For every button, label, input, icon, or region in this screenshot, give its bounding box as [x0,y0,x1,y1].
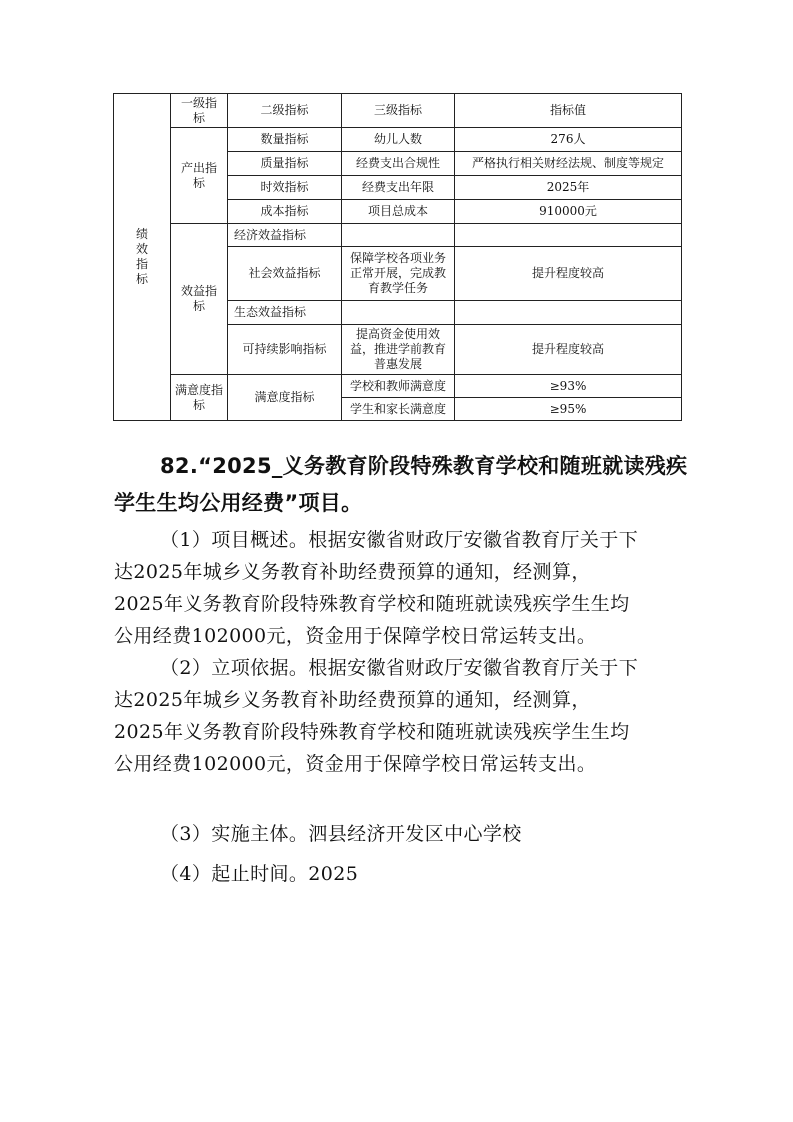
value-cell: 提升程度较高 [455,247,682,301]
paragraph-line: 公用经费102000元，资金用于保障学校日常运转支出。 [114,625,597,647]
paragraph-line: （3）实施主体。泗县经济开发区中心学校 [160,823,522,845]
table-row [114,224,682,247]
level1-cell: 效益指标 [171,224,228,375]
section-heading [114,448,694,522]
level3-cell: 学生和家长满意度 [342,398,455,421]
paragraph-line: 2025年义务教育阶段特殊教育学校和随班就读残疾学生生均 [114,721,630,743]
level2-cell: 时效指标 [228,176,342,200]
level2-cell: 满意度指标 [228,375,342,421]
table-header-row [114,94,682,128]
value-cell: 276人 [455,128,682,152]
level2-cell: 质量指标 [228,152,342,176]
header-level2: 二级指标 [228,94,342,128]
heading-line-1: 82.“2025_义务教育阶段特殊教育学校和随班就读残疾 [160,454,688,478]
paragraph-line: 2025年义务教育阶段特殊教育学校和随班就读残疾学生生均 [114,593,630,615]
level2-cell: 数量指标 [228,128,342,152]
value-cell: 2025年 [455,176,682,200]
level3-cell: 幼儿人数 [342,128,455,152]
value-cell: 910000元 [455,200,682,224]
value-cell: ≥93% [455,375,682,398]
level2-cell: 成本指标 [228,200,342,224]
level2-cell: 可持续影响指标 [228,325,342,375]
level3-cell [342,224,455,247]
paragraph-line: 达2025年城乡义务教育补助经费预算的通知，经测算， [114,561,591,583]
header-level1: 一级指标 [171,94,228,128]
paragraph-line: 达2025年城乡义务教育补助经费预算的通知，经测算， [114,689,591,711]
level2-cell: 生态效益指标 [228,301,342,325]
level3-cell: 提高资金使用效益，推进学前教育普惠发展 [342,325,455,375]
paragraph-overview [114,524,684,652]
paragraph-line: （4）起止时间。2025 [160,863,359,885]
heading-line-2: 学生生均公用经费”项目。 [114,491,363,515]
level1-cell: 满意度指标 [171,375,228,421]
value-cell: ≥95% [455,398,682,421]
table-row [114,128,682,152]
value-cell [455,224,682,247]
header-value: 指标值 [455,94,682,128]
paragraph-implementer [114,818,684,850]
value-cell: 提升程度较高 [455,325,682,375]
paragraph-line: 公用经费102000元，资金用于保障学校日常运转支出。 [114,753,597,775]
value-cell [455,301,682,325]
paragraph-line: （2）立项依据。根据安徽省财政厅安徽省教育厅关于下 [160,657,639,679]
level3-cell: 经费支出年限 [342,176,455,200]
level3-cell: 项目总成本 [342,200,455,224]
header-level3: 三级指标 [342,94,455,128]
level2-cell: 社会效益指标 [228,247,342,301]
level3-cell: 经费支出合规性 [342,152,455,176]
group-label: 绩效指标 [135,227,148,286]
level3-cell [342,301,455,325]
level3-cell: 保障学校各项业务正常开展，完成教育教学任务 [342,247,455,301]
paragraph-line: （1）项目概述。根据安徽省财政厅安徽省教育厅关于下 [160,529,639,551]
paragraph-period [114,858,684,890]
paragraph-basis [114,652,684,780]
level3-cell: 学校和教师满意度 [342,375,455,398]
value-cell: 严格执行相关财经法规、制度等规定 [455,152,682,176]
table-row [114,375,682,398]
performance-indicator-table [113,93,682,421]
level2-cell: 经济效益指标 [228,224,342,247]
group-label-cell [114,94,171,421]
level1-cell: 产出指标 [171,128,228,224]
